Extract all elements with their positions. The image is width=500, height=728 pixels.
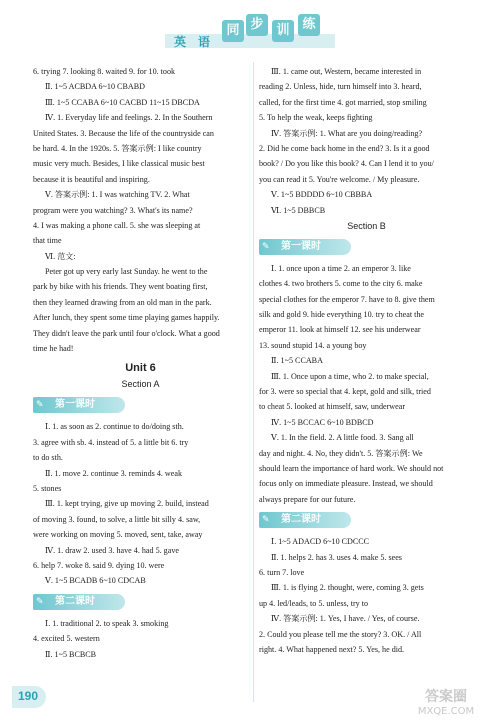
answer-line: After lunch, they spent some time playing games happily. (33, 313, 220, 323)
answer-line: focus only on immediate pleasure. Instead, we should (259, 479, 433, 489)
answer-line: program were you watching? 3. What's its name? (33, 205, 193, 215)
answer-line: 5. To help the weak, keeps fighting (259, 113, 373, 123)
header-char-2: 语 (198, 35, 211, 49)
answer-line: 3. agree with sb. 4. instead of 5. a little bit 6. try (33, 437, 189, 447)
answer-line: 6. turn 7. love (259, 567, 305, 577)
answer-line: Ⅲ. 1. came out, Western, became interested in (271, 67, 422, 76)
answer-line: 6. trying 7. looking 8. waited 9. for 10. took (33, 67, 176, 76)
answer-line: Ⅴ. 1. In the field. 2. A little food. 3. Sang all (271, 433, 414, 443)
watermark-line-2: MXQE.COM (417, 706, 475, 717)
header-box-1: 同 (222, 20, 244, 42)
answer-line: Ⅲ. 1. is flying 2. thought, were, coming 3. gets (271, 583, 424, 593)
answer-line: 4. I was making a phone call. 5. she was sleeping at (33, 220, 201, 230)
answer-line: Ⅳ. 1~5 BCCAC 6~10 BDBCD (271, 417, 374, 427)
watermark-logo (402, 688, 490, 722)
pencil-icon: ✎ (262, 241, 270, 252)
watermark-line-1: 答案圈 (425, 689, 467, 705)
pencil-icon: ✎ (36, 596, 44, 607)
answer-line: 13. sound stupid 14. a young boy (259, 340, 367, 350)
answer-line: up 4. led/leads, to 5. unless, try to (259, 598, 369, 608)
answer-line: Ⅲ. 1. Once upon a time, who 2. to make special, (271, 371, 429, 381)
answer-line: that time (33, 236, 62, 246)
answer-line: 2. Could you please tell me the story? 3. OK. / All (259, 629, 422, 639)
section-heading: Section B (347, 220, 386, 231)
answer-line: Ⅱ. 1~5 BCBCB (45, 649, 97, 659)
answer-line: Ⅱ. 1~5 CCABA (271, 356, 323, 366)
answer-line: 2. Did he come back home in the end? 3. Is it a good (259, 143, 430, 153)
lesson-banner (259, 509, 474, 531)
answer-line: Ⅱ. 1. helps 2. has 3. uses 4. make 5. sees (271, 552, 402, 562)
column-divider (253, 62, 254, 702)
answer-line: park by bike with his friends. They went boating first, (33, 282, 208, 292)
answer-line: emperor 11. look at himself 12. see his underwear (259, 325, 421, 335)
answer-line: reading 2. Unless, hide, turn himself into 3. heard, (259, 82, 422, 92)
answer-line: 5. stones (33, 483, 62, 493)
answer-line: 6. help 7. woke 8. said 9. dying 10. were (33, 560, 165, 570)
answer-line: right. 4. What happened next? 5. Yes, he did. (259, 644, 405, 654)
answer-line: of moving 3. found, to solve, a little bit silly 4. saw, (33, 514, 201, 524)
lesson-banner (259, 236, 474, 258)
answer-line: They didn't leave the park until four o'clock. What a good (33, 328, 220, 338)
answer-column-right (259, 64, 474, 657)
lesson-title: 第二课时 (55, 595, 95, 607)
answer-line: Peter got up very early last Sunday. he went to the (45, 267, 208, 277)
lesson-title: 第一课时 (281, 240, 321, 252)
lesson-banner (33, 591, 248, 613)
answer-line: Ⅲ. 1~5 CCABA 6~10 CACBD 11~15 DBCDA (45, 97, 200, 107)
answer-line: be hard. 4. In the 1920s. 5. 答案示例: I like country (33, 143, 202, 153)
header-box-4: 练 (298, 14, 320, 36)
header-box-3: 训 (272, 20, 294, 42)
answer-line: were working on moving 5. moved, sent, take, away (33, 530, 203, 540)
answer-line: Ⅳ. 答案示例: 1. What are you doing/reading? (271, 128, 423, 138)
answer-line: Ⅱ. 1. move 2. continue 3. reminds 4. weak (45, 468, 182, 478)
answer-line: book? / Do you like this book? 4. Can I lend it to you/ (259, 159, 434, 169)
pencil-icon: ✎ (36, 400, 44, 411)
page-number-badge (12, 686, 46, 708)
header-band (165, 34, 335, 48)
answer-line: clothes 4. two brothers 5. come to the city 6. make (259, 279, 423, 289)
answer-line: Ⅰ. 1~5 ADACD 6~10 CDCCC (271, 537, 370, 547)
answer-line: Ⅱ. 1~5 ACBDA 6~10 CBABD (45, 82, 145, 92)
answer-line: Ⅳ. 1. draw 2. used 3. have 4. had 5. gave (45, 545, 179, 555)
answer-line: Ⅴ. 答案示例: 1. I was watching TV. 2. What (45, 190, 190, 200)
answer-line: you can read it 5. You're welcome. / My pleasure. (259, 174, 420, 184)
answer-line: Ⅳ. 答案示例: 1. Yes, I have. / Yes, of course. (271, 614, 420, 624)
answer-line: Ⅲ. 1. kept trying, give up moving 2. build, instead (45, 499, 209, 509)
answer-line: Ⅵ. 范文: (45, 251, 76, 261)
answer-line: Ⅰ. 1. as soon as 2. continue to do/doing sth. (45, 422, 184, 432)
answer-line: special clothes for the emperor 7. have to 8. give them (259, 294, 435, 304)
unit-heading: Unit 6 (125, 362, 156, 375)
answer-line: time he had! (33, 344, 74, 354)
answer-line: silk and gold 9. hide everything 10. try to cheat the (259, 310, 424, 320)
header-box-2: 步 (246, 14, 268, 36)
answer-line: Ⅵ. 1~5 DBBCB (271, 205, 326, 215)
lesson-title: 第一课时 (55, 399, 95, 411)
answer-column-left (33, 64, 248, 662)
page-header (0, 0, 500, 56)
answer-line: Ⅰ. 1. once upon a time 2. an emperor 3. like (271, 263, 411, 273)
lesson-title: 第二课时 (281, 514, 321, 526)
answer-line: Ⅰ. 1. traditional 2. to speak 3. smoking (45, 618, 169, 628)
answer-line: to do sth. (33, 453, 63, 463)
answer-line: to cheat 5. looked at himself, saw, underwear (259, 402, 406, 412)
answer-line: 4. excited 5. western (33, 634, 100, 644)
section-heading: Section A (121, 379, 160, 390)
answer-line: should learn the importance of hard work. We should not (259, 463, 444, 473)
header-char-1: 英 (174, 35, 187, 49)
pencil-icon: ✎ (262, 515, 270, 526)
answer-line: day and night. 4. No, they didn't. 5. 答案示例: We (259, 448, 423, 458)
answer-line: music very much. Besides, I like classical music best (33, 159, 205, 169)
lesson-banner (33, 394, 248, 416)
page-number: 190 (18, 689, 39, 703)
answer-line: always prepare for our future. (259, 494, 356, 504)
answer-line: because it is beautiful and inspiring. (33, 174, 150, 184)
answer-line: called, for the first time 4. got married, stop smiling (259, 97, 427, 107)
answer-line: Ⅴ. 1~5 BDDDD 6~10 CBBBA (271, 190, 373, 200)
answer-line: for 3. were so special that 4. kept, gold and silk, tried (259, 387, 431, 397)
answer-line: United States. 3. Because the life of the countryside can (33, 128, 214, 138)
answer-line: Ⅳ. 1. Everyday life and feelings. 2. In the Southern (45, 113, 213, 123)
answer-line: Ⅴ. 1~5 BCADB 6~10 CDCAB (45, 576, 146, 586)
answer-line: then they learned drawing from an old man in the park. (33, 297, 212, 307)
